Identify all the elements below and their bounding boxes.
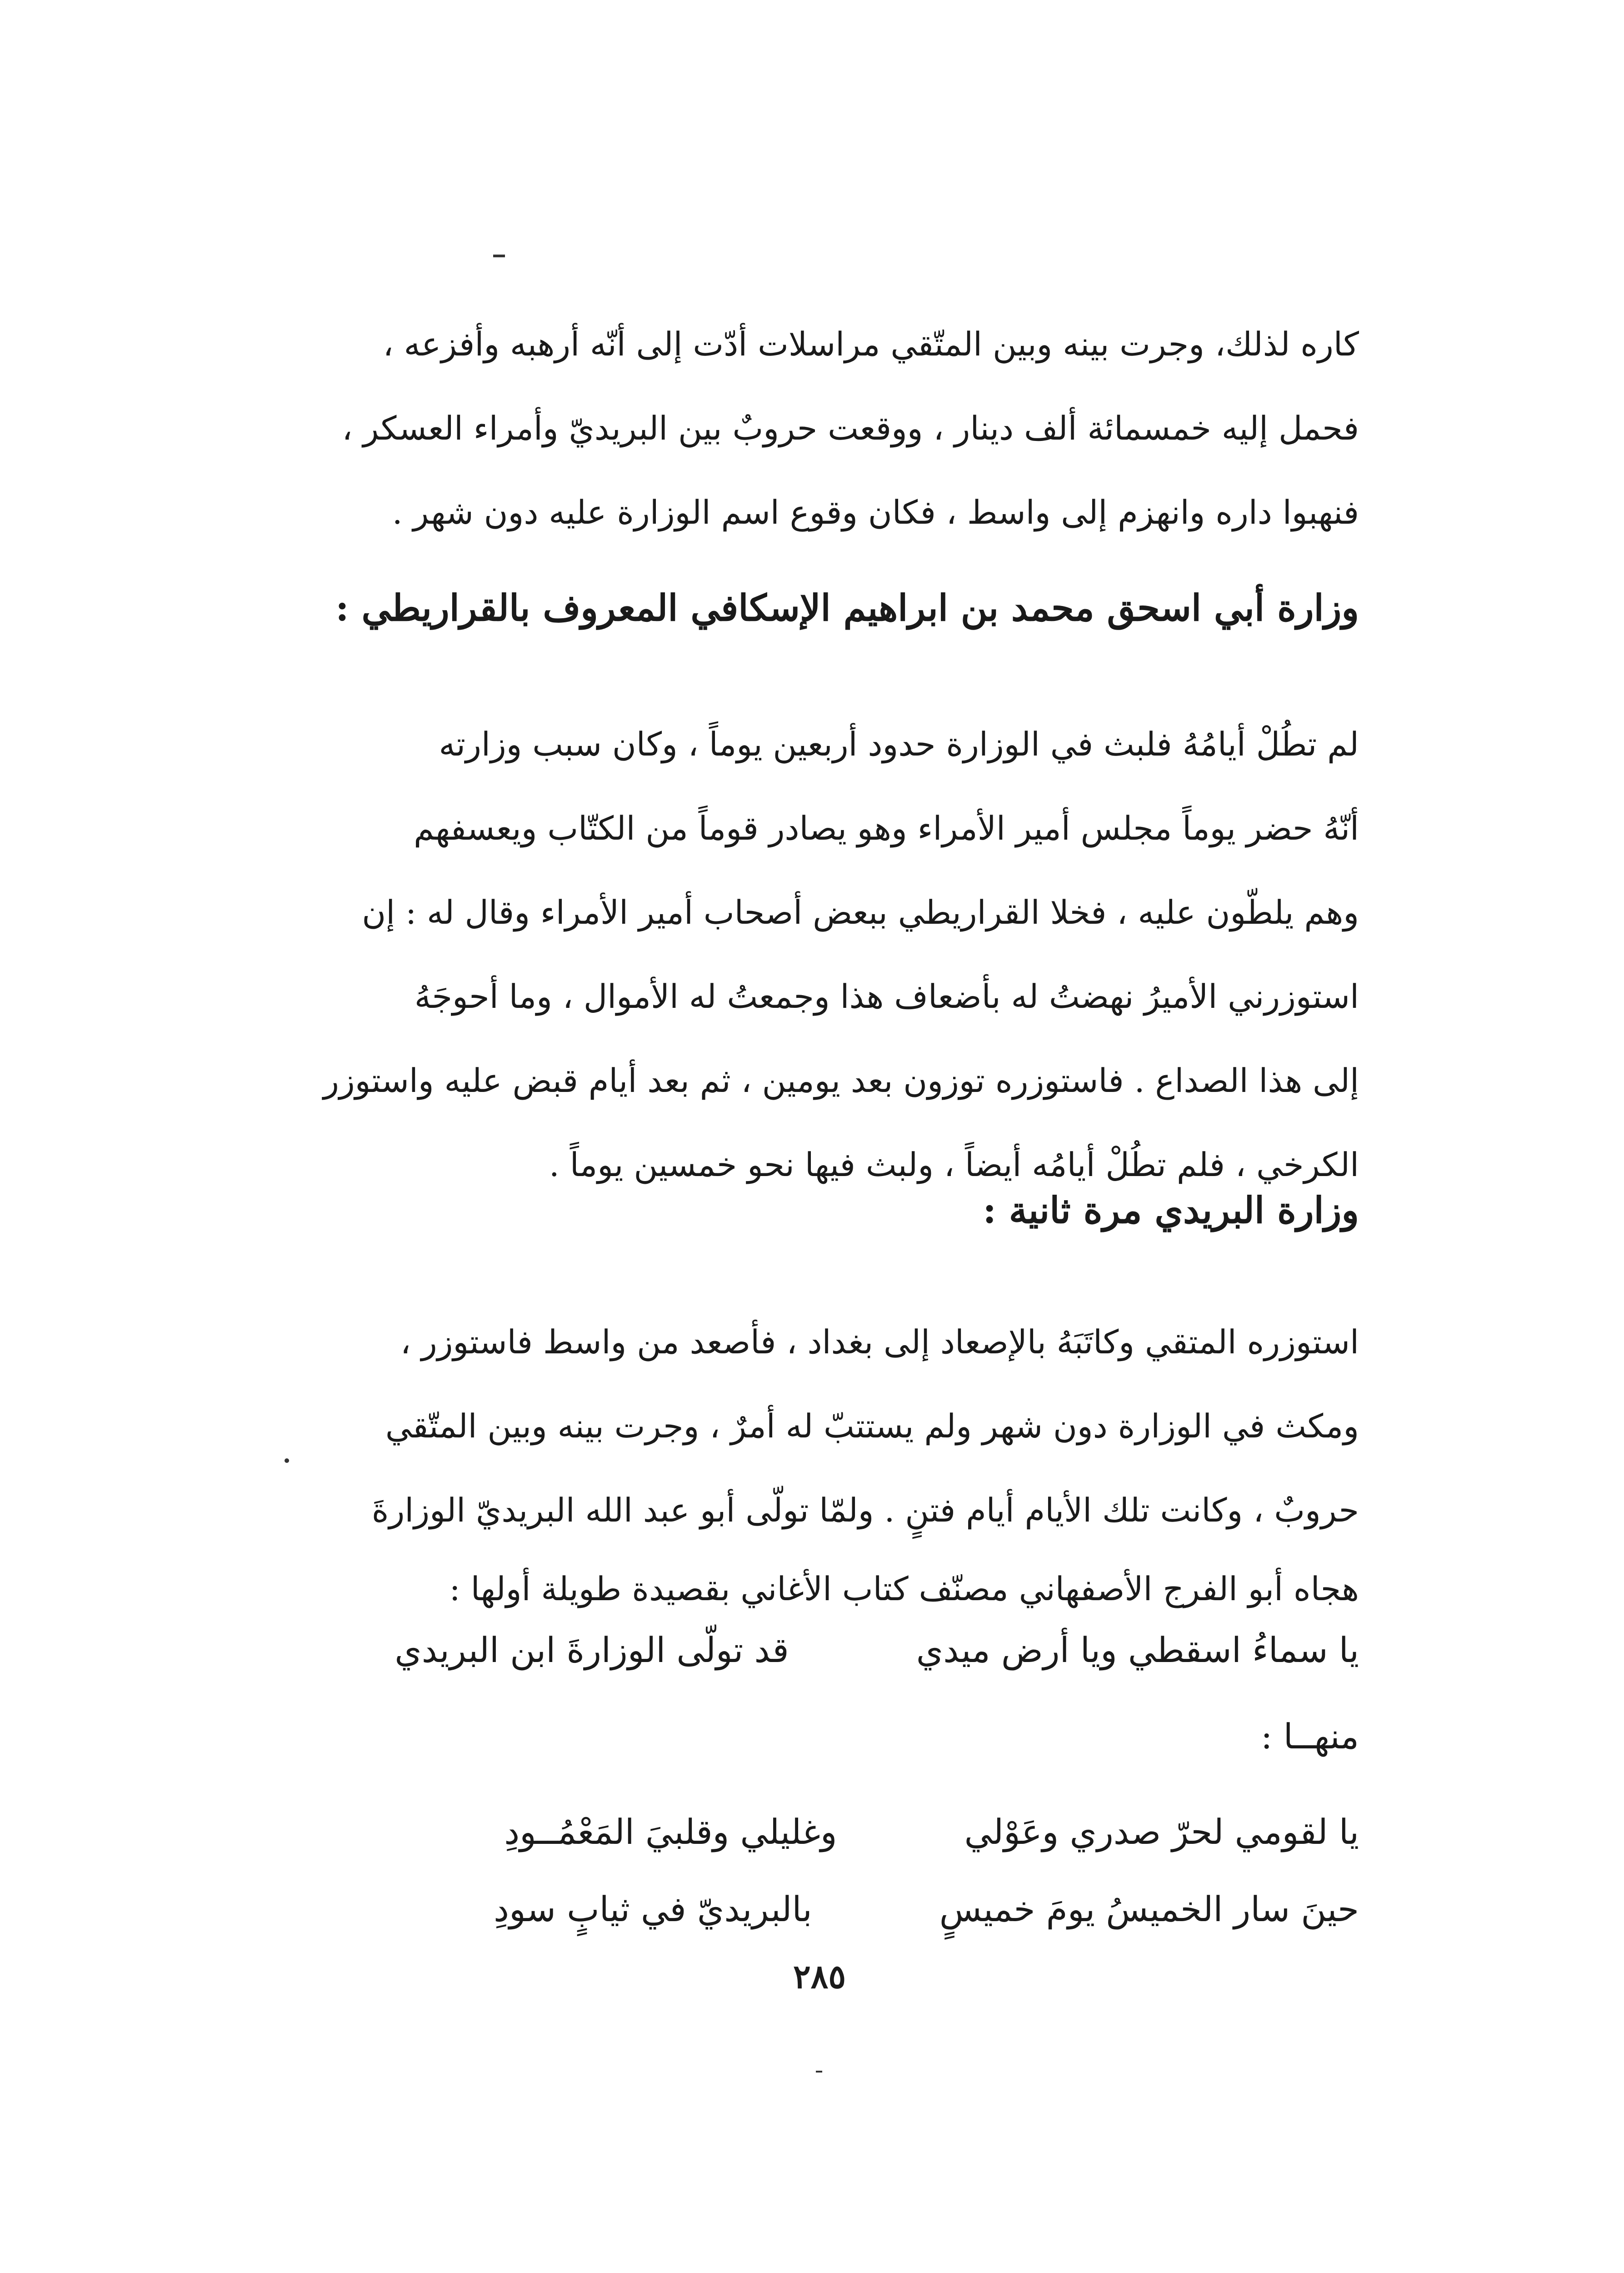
text-line: الكرخي ، فلم تطُلْ أيامُه أيضاً ، ولبث فيها نحو خمسين يوماً . bbox=[549, 1146, 1359, 1184]
verse-hemistich-second: بالبريديّ في ثيابٍ سودِ bbox=[494, 1889, 812, 1929]
section-heading-baridi bbox=[318, 1189, 1359, 1232]
verse-hemistich-first: يا لقومي لحرّ صدري وعَوْلي bbox=[964, 1812, 1359, 1852]
text-line: وهم يلطّون عليه ، فخلا القراريطي ببعض أصحاب أمير الأمراء وقال له : إن bbox=[362, 893, 1359, 931]
paragraph-continuation bbox=[318, 302, 1359, 555]
text-line: استوزره المتقي وكاتَبَهُ بالإصعاد إلى بغداد ، فأصعد من واسط فاستوزر ، bbox=[400, 1323, 1359, 1361]
text-line: فحمل إليه خمسمائة ألف دينار ، ووقعت حروبٌ بين البريديّ وأمراء العسكر ، bbox=[342, 409, 1359, 447]
page-number: ٢٨٥ bbox=[793, 1957, 846, 1996]
text-line: فنهبوا داره وانهزم إلى واسط ، فكان وقوع اسم الوزارة عليه دون شهر . bbox=[392, 493, 1359, 531]
poem-verse-3 bbox=[318, 1871, 1359, 1948]
text-line: أنّهُ حضر يوماً مجلس أمير الأمراء وهو يصادر قوماً من الكتّاب ويعسفهم bbox=[414, 809, 1359, 847]
text-line: كاره لذلك، وجرت بينه وبين المتّقي مراسلات أدّت إلى أنّه أرهبه وأفزعه ، bbox=[383, 325, 1359, 363]
verse-hemistich-second: قد تولّى الوزارةَ ابن البريدي bbox=[395, 1630, 789, 1670]
paragraph-baridi bbox=[318, 1300, 1359, 1625]
poem-verse-2 bbox=[318, 1793, 1359, 1871]
scan-mark-bottom bbox=[816, 2071, 822, 2073]
text-line: هجاه أبو الفرج الأصفهاني مصنّف كتاب الأغاني بقصيدة طويلة أولها : bbox=[449, 1570, 1359, 1608]
section-heading-text: وزارة أبي اسحق محمد بن ابراهيم الإسكافي المعروف بالقراريطي : bbox=[335, 586, 1359, 629]
verse-hemistich-first: يا سماءُ اسقطي ويا أرض ميدي bbox=[916, 1630, 1359, 1670]
scan-mark-margin bbox=[285, 1458, 289, 1463]
text-line: استوزرني الأميرُ نهضتُ له بأضعاف هذا وجمعتُ له الأموال ، وما أحوجَهُ bbox=[414, 977, 1359, 1016]
text-line: لم تطُلْ أيامُهُ فلبث في الوزارة حدود أربعين يوماً ، وكان سبب وزارته bbox=[439, 725, 1359, 763]
section-heading-qarariti bbox=[318, 586, 1359, 629]
poem-verses bbox=[318, 1793, 1359, 1948]
text-line: إلى هذا الصداع . فاستوزره توزون بعد يومين ، ثم بعد أيام قبض عليه واستوزر bbox=[323, 1061, 1359, 1100]
paragraph-qarariti bbox=[318, 702, 1359, 1207]
verse-hemistich-second: وغليلي وقلبيَ المَعْمُــودِ bbox=[504, 1812, 837, 1852]
scan-mark-top bbox=[493, 255, 505, 257]
text-line: حروبٌ ، وكانت تلك الأيام أيام فتنٍ . ولمّا تولّى أبو عبد الله البريديّ الوزارةَ bbox=[371, 1491, 1359, 1529]
section-heading-text: وزارة البريدي مرة ثانية : bbox=[983, 1189, 1359, 1232]
poem-verse-1 bbox=[318, 1612, 1359, 1689]
minha-text: منهــا : bbox=[1260, 1716, 1359, 1757]
minha-label bbox=[318, 1698, 1359, 1775]
text-line: ومكث في الوزارة دون شهر ولم يستتبّ له أمرٌ ، وجرت بينه وبين المتّقي bbox=[385, 1407, 1359, 1445]
verse-hemistich-first: حينَ سار الخميسُ يومَ خميسٍ bbox=[939, 1889, 1359, 1929]
